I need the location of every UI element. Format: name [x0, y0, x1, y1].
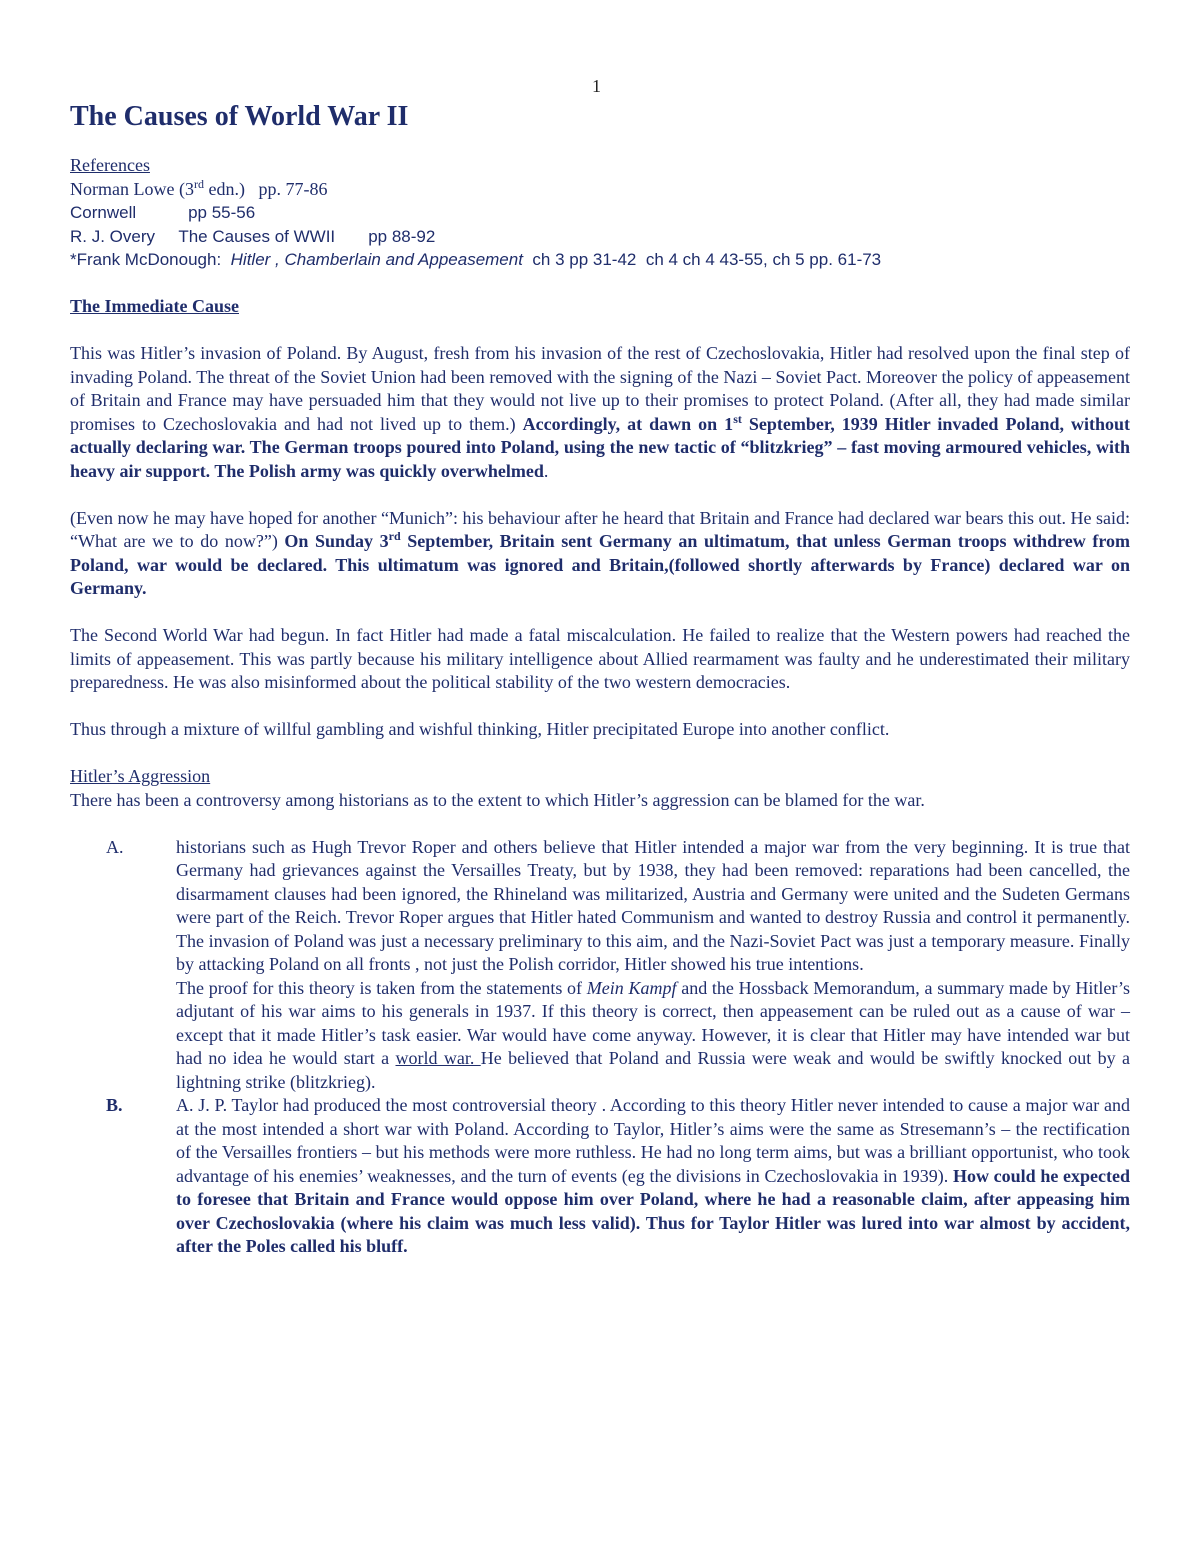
list-item-b-text [176, 1094, 1130, 1259]
page-title: The Causes of World War II [70, 101, 409, 132]
list-item-b-bold: How could he expected to foresee that Britain and France would oppose him over Poland, where he had a reasonable claim, after appeasing him over Czechoslovakia (where his claim was much less valid). Thus for Taylor Hitler was lured into war almost by accident, after the Poles called his bluff. [176, 1165, 1131, 1256]
immediate-p1-bold-a: Accordingly, at dawn on 1 [522, 413, 734, 434]
aggression-heading: Hitler’s Aggression [70, 766, 211, 786]
page-number: 1 [592, 76, 601, 96]
reference-overy: R. J. Overy The Causes of WWII pp 88-92 [70, 226, 436, 246]
immediate-p2-sup: rd [388, 529, 401, 543]
immediate-paragraph-3: The Second World War had begun. In fact Hitler had made a fatal miscalculation. He failed to realize that the Western powers had reached the limits of appeasement. This was partly because his military intelligence about Allied rearmament was faulty and he underestimated their military preparedness. He was also misinformed about the political stability of the two western democracies. [70, 625, 1130, 692]
immediate-paragraph-2 [70, 507, 1130, 601]
immediate-p1-end: . [543, 460, 549, 481]
reference-mcdonough-pages: ch 3 pp 31-42 ch 4 ch 4 43-55, ch 5 pp. 61-73 [522, 250, 882, 269]
reference-lowe-pages: edn.) pp. 77-86 [203, 178, 328, 199]
immediate-paragraph-4: Thus through a mixture of willful gambling and wishful thinking, Hitler precipitated Europe into another conflict. [70, 719, 890, 739]
reference-lowe-text: Norman Lowe (3 [70, 178, 194, 199]
immediate-paragraph-1 [70, 342, 1130, 483]
immediate-p2-bold-a: On Sunday 3 [284, 531, 389, 551]
list-item-a-proof-underline: world war. [395, 1048, 481, 1068]
reference-lowe-sup: rd [193, 176, 204, 191]
list-marker-b: B. [106, 1095, 123, 1115]
references-section [70, 154, 1130, 272]
immediate-p1-text: This was Hitler’s invasion of Poland. By August, fresh from his invasion of the rest of Czechoslovakia, Hitler had resolved upon the final step of invading Poland. The threat of the Soviet Union had been removed with the signing of the Nazi – Soviet Pact. Moreover the policy of appeasement of Britain and France may have persuaded him that they would not live up to their promises to protect Poland. (After all, they had made similar promises to Czechoslovakia and had not lived up to them.) [70, 343, 1130, 434]
list-item-a-proof-body: and the Hossback Memorandum, a summary made by Hitler’s adjutant of his war aims to his generals in 1937. If this theory is correct, then appeasement can be ruled out as a cause of war – except that it made Hitler’s task easier. War would have come anyway. However, it is clear that Hitler may have intended war but had no idea he would start a [176, 977, 1130, 1068]
list-marker-a: A. [106, 836, 124, 857]
immediate-cause-heading: The Immediate Cause [70, 296, 239, 316]
immediate-p1-bold-b: September, 1939 Hitler invaded Poland, without actually declaring war. The German troops poured into Poland, using the new tactic of “blitzkrieg” – fast moving armoured vehicles, with heavy air support. The Polish army was quickly overwhelmed [70, 413, 1130, 481]
list-item-a [70, 836, 1130, 1095]
document-body [70, 100, 1130, 1259]
immediate-p1-sup: st [733, 411, 742, 426]
immediate-p2-text: (Even now he may have hoped for another “Munich”: his behaviour after he heard that Britain and France had declared war bears this out. He said: “What are we to do now?”) [70, 507, 1130, 551]
references-heading: References [70, 155, 150, 175]
reference-mcdonough [70, 248, 1130, 272]
list-item-b-body: A. J. P. Taylor had produced the most controversial theory . According to this theory Hitler never intended to cause a major war and at the most intended a short war with Poland. According to Taylor, Hitler’s aims were the same as Stresemann’s – the rectification of the Versailles frontiers – but his methods were more ruthless. He had no long term aims, but was a brilliant opportunist, who took advantage of his enemies’ weaknesses, and the turn of events (eg the divisions in Czechoslovakia in 1939). [176, 1095, 1130, 1186]
immediate-p2-bold-b: September, Britain sent Germany an ultimatum, that unless German troops withdrew from Poland, war would be declared. This ultimatum was ignored and Britain,(followed shortly afterwards by France) declared war on Germany. [70, 531, 1130, 598]
list-item-a-proof-text: The proof for this theory is taken from the statements of [176, 977, 587, 998]
list-item-a-proof [176, 977, 1130, 1095]
reference-mcdonough-author: *Frank McDonough: [70, 250, 231, 269]
aggression-intro: There has been a controversy among historians as to the extent to which Hitler’s aggression can be blamed for the war. [70, 789, 925, 810]
list-item-a-proof-italic: Mein Kampf [586, 977, 677, 998]
reference-lowe [70, 178, 1130, 202]
reference-mcdonough-title: Hitler , Chamberlain and Appeasement [230, 250, 523, 269]
list-item-b [70, 1094, 1130, 1259]
list-item-a-proof-end: He believed that Poland and Russia were weak and would be swiftly knocked out by a lightning strike (blitzkrieg). [176, 1048, 1131, 1092]
list-item-a-text: historians such as Hugh Trevor Roper and others believe that Hitler intended a major war from the very beginning. It is true that Germany had grievances against the Versailles Treaty, but by 1938, they had been removed: reparations had been cancelled, the disarmament clauses had been ignored, the Rhineland was militarized, Austria and Germany were united and the Sudeten Germans were part of the Reich. Trevor Roper argues that Hitler hated Communism and wanted to destroy Russia and control it permanently. The invasion of Poland was just a necessary preliminary to this aim, and the Nazi-Soviet Pact was just a temporary measure. Finally by attacking Poland on all fronts , not just the Polish corridor, Hitler showed his true intentions. [176, 836, 1130, 974]
reference-cornwell: Cornwell pp 55-56 [70, 203, 256, 222]
